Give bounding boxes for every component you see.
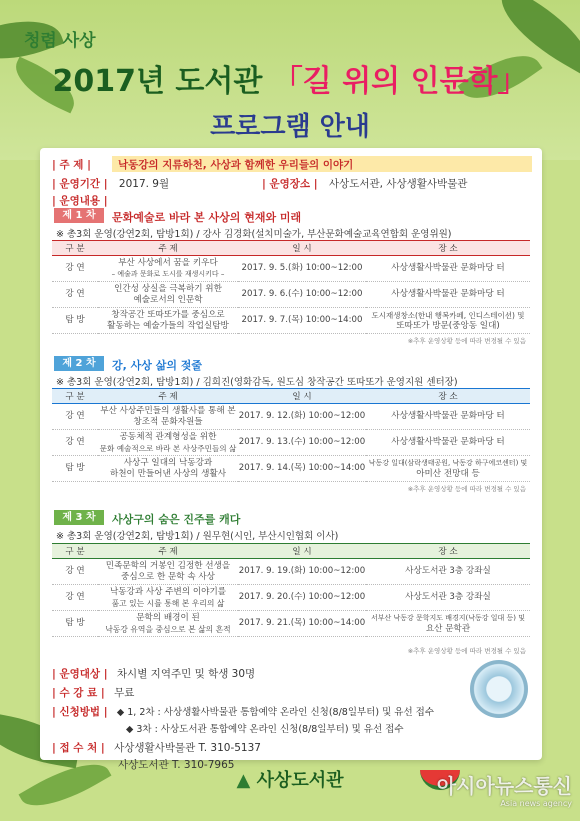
cell-date: 2017. 9. 20.(수) 10:00~12:00 xyxy=(238,585,366,611)
cell-type: 강 연 xyxy=(52,585,98,611)
cell-place xyxy=(366,611,530,637)
apply-method-1: ◆ 1, 2차 : 사상생활사박물관 통합예약 온라인 신청(8/8일부터) 및 유선 접수 xyxy=(116,707,435,718)
fee-row xyxy=(52,685,134,700)
header-place: 장 소 xyxy=(366,389,530,404)
place-line: 서부산 낙동강 문학지도 배경지(낙동강 일대 등) 및 xyxy=(370,613,526,622)
contact-2: 사상도서관 T. 310-7965 xyxy=(118,759,235,771)
topic-line: 낙동강과 사상 주변의 이야기를 xyxy=(109,586,227,597)
table-row xyxy=(52,611,530,637)
fee-value: 무료 xyxy=(114,687,135,699)
cell-place xyxy=(366,282,530,308)
apply-method-2: ◆ 3차 : 사상도서관 통합예약 온라인 신청(8/8일부터) 및 유선 접수 xyxy=(126,724,404,735)
round-2-title: 강, 사상 삶의 젖줄 xyxy=(112,359,203,372)
cell-place xyxy=(366,456,530,482)
contact-1: 사상생활사박물관 T. 310-5137 xyxy=(114,742,261,754)
round-2-table xyxy=(52,388,530,482)
topic-line: 하천이 만들어낸 사상의 생활사 xyxy=(109,468,227,479)
cell-type: 탐 방 xyxy=(52,456,98,482)
cell-type: 탐 방 xyxy=(52,308,98,334)
cell-topic xyxy=(98,611,238,637)
page-title xyxy=(0,56,580,100)
theme-text: 낙동강의 지류하천, 사상과 함께한 우리들의 이야기 xyxy=(118,159,354,171)
header-type: 구 분 xyxy=(52,241,98,256)
round-1-badge: 제 1 차 xyxy=(54,208,104,223)
topic-line: 사상구 일대의 낙동강과 xyxy=(123,457,213,468)
header-topic: 주 제 xyxy=(98,241,238,256)
theme-row xyxy=(52,157,91,172)
header-topic: 주 제 xyxy=(98,389,238,404)
target-value: 차시별 지역주민 및 학생 30명 xyxy=(116,668,256,680)
table-row xyxy=(52,282,530,308)
topic-line: 인간성 상실을 극복하기 위한 xyxy=(114,283,222,294)
place-line: 아미산 전망대 등 xyxy=(416,468,480,479)
fan-illustration xyxy=(470,660,528,718)
target-row xyxy=(52,666,255,681)
header-place: 장 소 xyxy=(366,544,530,559)
topic-line: 활동하는 예술가들의 작업실탐방 xyxy=(107,320,229,331)
table-row xyxy=(52,430,530,456)
header-place: 장 소 xyxy=(366,241,530,256)
round-2-note: ※추후 운영상황 등에 따라 변경될 수 있음 xyxy=(407,485,526,493)
round-1-note: ※추후 운영상황 등에 따라 변경될 수 있음 xyxy=(407,337,526,345)
place-line: 요산 문학관 xyxy=(425,623,471,634)
place-line: 사상생활사박물관 문화마당 터 xyxy=(391,411,505,421)
topic-line: 문화 예술적으로 바라 본 사상주민들의 삶 xyxy=(99,443,237,453)
page-subtitle: 프로그램 안내 xyxy=(210,112,370,142)
table-row xyxy=(52,456,530,482)
cell-topic xyxy=(98,282,238,308)
cell-topic xyxy=(98,256,238,282)
cell-date: 2017. 9. 19.(화) 10:00~12:00 xyxy=(238,559,366,585)
clean-sasang-logo: 청렴 사상 xyxy=(24,31,96,51)
place-line: 사상도서관 3층 강좌실 xyxy=(405,566,491,576)
table-row xyxy=(52,585,530,611)
cell-topic xyxy=(98,404,238,430)
fee-label: | 수 강 료 | xyxy=(52,687,105,699)
cell-topic xyxy=(98,456,238,482)
topic-line: 부산 사상주민들의 생활사를 통해 본 xyxy=(100,405,236,416)
theme-label: | 주 제 | xyxy=(52,159,91,171)
round-1-table xyxy=(52,240,530,334)
cell-place xyxy=(366,404,530,430)
cell-topic xyxy=(98,559,238,585)
content-row xyxy=(52,193,108,208)
topic-line: 창작공간 또따또가를 중심으로 xyxy=(111,309,225,320)
topic-line: 공동체적 관계형성을 위한 xyxy=(119,431,217,442)
table-header xyxy=(52,389,530,404)
table-row xyxy=(52,404,530,430)
logo-text: 사상도서관 xyxy=(256,770,344,791)
table-row xyxy=(52,256,530,282)
cell-topic xyxy=(98,430,238,456)
period-value: 2017. 9월 xyxy=(118,178,170,190)
mountain-icon: ▲ xyxy=(236,770,251,791)
round-3-table xyxy=(52,543,530,637)
cell-date: 2017. 9. 12.(화) 10:00~12:00 xyxy=(238,404,366,430)
cell-type: 강 연 xyxy=(52,559,98,585)
target-label: | 운영대상 | xyxy=(52,668,108,680)
watermark-english: Asia news agency xyxy=(500,799,572,808)
header-topic: 주 제 xyxy=(98,544,238,559)
apply-row xyxy=(52,704,434,719)
cell-date: 2017. 9. 13.(수) 10:00~12:00 xyxy=(238,430,366,456)
cell-type: 탐 방 xyxy=(52,611,98,637)
place-line: 사상생활사박물관 문화마당 터 xyxy=(391,263,505,273)
topic-line: 창조적 문화자원들 xyxy=(133,416,203,427)
header-type: 구 분 xyxy=(52,544,98,559)
watermark-korean: 아시아뉴스통신 xyxy=(436,774,572,798)
topic-line: – 예술과 문화로 도시를 재생시키다 – xyxy=(111,269,225,278)
topic-line: 민족문학의 거봉인 김정한 선생을 xyxy=(105,560,231,571)
cell-type: 강 연 xyxy=(52,430,98,456)
title-highlight: 「길 위의 인문학」 xyxy=(272,64,528,99)
table-row xyxy=(52,308,530,334)
round-1-title: 문화예술로 바라 본 사상의 현재와 미래 xyxy=(112,211,302,224)
topic-line: 문학의 배경이 된 xyxy=(136,612,200,623)
cell-topic xyxy=(98,308,238,334)
topic-line: 부산 사상에서 꿈을 키우다 xyxy=(118,257,218,268)
topic-line: 낙동강 유역을 중심으로 본 삶의 흔적 xyxy=(105,624,231,634)
cell-date: 2017. 9. 14.(목) 10:00~14:00 xyxy=(238,456,366,482)
round-2-badge: 제 2 차 xyxy=(54,356,104,371)
contact-row xyxy=(52,740,261,755)
cell-date: 2017. 9. 21.(목) 10:00~14:00 xyxy=(238,611,366,637)
contact-label: | 접 수 처 | xyxy=(52,742,105,754)
cell-place xyxy=(366,559,530,585)
news-watermark xyxy=(437,770,572,808)
period-row xyxy=(52,176,169,191)
cell-place xyxy=(366,430,530,456)
header-date: 일 시 xyxy=(238,241,366,256)
cell-place xyxy=(366,256,530,282)
title-prefix: 2017년 도서관 xyxy=(52,64,273,99)
round-3-info: ※ 총3회 운영(강연2회, 탐방1회) / 원무현(시인, 부산시인협회 이사) xyxy=(56,531,339,542)
cell-type: 강 연 xyxy=(52,256,98,282)
round-1-info: ※ 총3회 운영(강연2회, 탐방1회) / 강사 김경화(설치미술가, 부산문화예술교육연합회 운영위원) xyxy=(56,229,452,240)
round-3-title: 사상구의 숨은 진주를 캐다 xyxy=(112,513,241,526)
header-date: 일 시 xyxy=(238,544,366,559)
place-line: 사상생활사박물관 문화마당 터 xyxy=(391,289,505,299)
place-row xyxy=(262,176,467,191)
cell-place xyxy=(366,308,530,334)
table-header xyxy=(52,544,530,559)
round-3-note: ※추후 운영상황 등에 따라 변경될 수 있음 xyxy=(407,647,526,655)
header-type: 구 분 xyxy=(52,389,98,404)
cell-topic xyxy=(98,585,238,611)
place-line: 사상도서관 3층 강좌실 xyxy=(405,592,491,602)
place-line: 낙동강 일대(삼락생태공원, 낙동강 하구에코센터) 및 xyxy=(368,458,528,467)
place-line: 사상생활사박물관 문화마당 터 xyxy=(391,437,505,447)
header-date: 일 시 xyxy=(238,389,366,404)
content-label: | 운영내용 | xyxy=(52,195,108,207)
topic-line: 예술로서의 인문학 xyxy=(133,294,203,305)
cell-date: 2017. 9. 7.(목) 10:00~14:00 xyxy=(238,308,366,334)
table-row xyxy=(52,559,530,585)
topic-line: 품고 있는 시를 통해 본 우리의 삶 xyxy=(111,598,225,608)
round-2-info: ※ 총3회 운영(강연2회, 탐방1회) / 김희진(영화감독, 원도심 창작공간 또따또가 운영지원 센터장) xyxy=(56,377,458,388)
place-value: 사상도서관, 사상생활사박물관 xyxy=(328,178,468,190)
cell-date: 2017. 9. 6.(수) 10:00~12:00 xyxy=(238,282,366,308)
apply-label: | 신청방법 | xyxy=(52,706,108,718)
place-line: 도시재생창소(한내 행복카페, 인디스테이션) 및 xyxy=(371,310,525,320)
period-label: | 운영기간 | xyxy=(52,178,108,190)
round-3-badge: 제 3 차 xyxy=(54,510,104,525)
cell-date: 2017. 9. 5.(화) 10:00~12:00 xyxy=(238,256,366,282)
cell-type: 강 연 xyxy=(52,404,98,430)
topic-line: 중심으로 한 문학 속 사상 xyxy=(121,571,215,582)
table-header xyxy=(52,241,530,256)
place-label: | 운영장소 | xyxy=(262,178,318,190)
cell-type: 강 연 xyxy=(52,282,98,308)
place-line: 또따또가 방문(중앙동 일대) xyxy=(396,320,500,331)
cell-place xyxy=(366,585,530,611)
